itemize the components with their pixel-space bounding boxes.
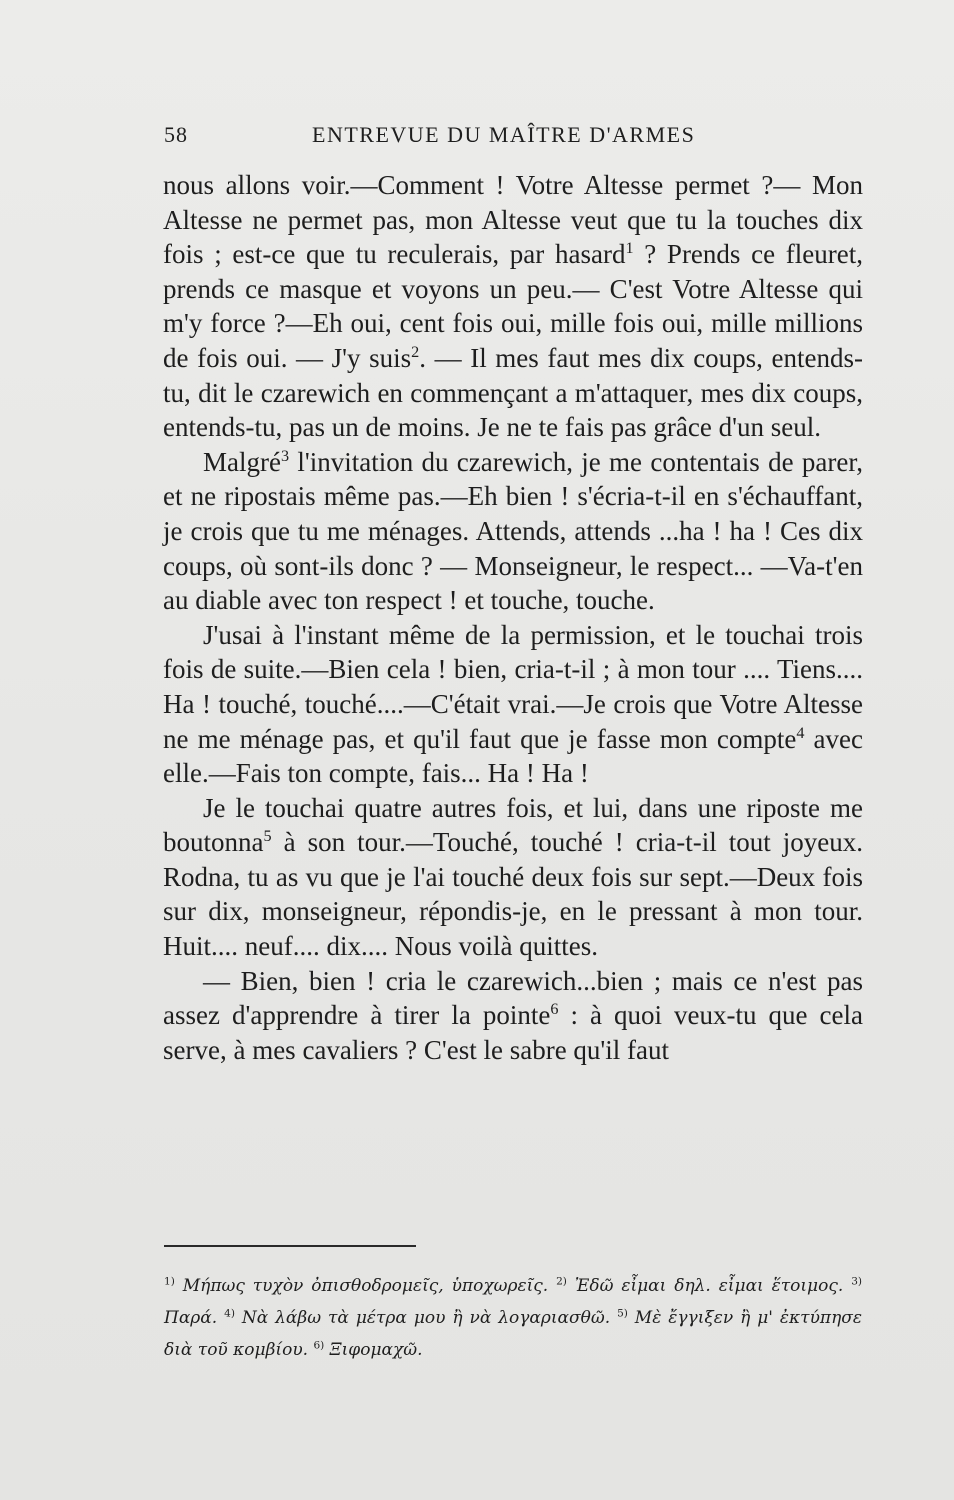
footnote-text: Νὰ λάβω τὰ μέτρα μου ἢ νὰ λογαριασθῶ. (234, 1308, 618, 1328)
paragraph (163, 445, 863, 618)
footnote-reference: 6 (550, 1000, 559, 1019)
running-title: ENTREVUE DU MAÎTRE D'ARMES (312, 122, 696, 147)
footnote (164, 1276, 556, 1296)
body-text (163, 168, 863, 1067)
text-run: — Bien, bien ! cria le czarewich...bien ; mais ce n'est pas assez d'apprendre à tirer la pointe (163, 965, 863, 1031)
footnote-mark: 2) (556, 1275, 567, 1288)
footnote-mark: 3) (851, 1275, 862, 1288)
text-run: . — Il mes faut mes dix coups, entends-tu, dit le czarewich en commençant a m'attaquer, mes dix coups, entends-tu, pas un de moins. Je ne te fais pas grâce d'un seul. (163, 342, 864, 443)
text-run: J'usai à l'instant même de la permission, et le touchai trois fois de suite.—Bien cela ! bien, cria-t-il ; à mon tour .... Tiens.... Ha ! touché, touché....—C'était vrai.—Je crois que Votre Altesse ne me ménage pas, et qu'il faut que je fasse mon compte (163, 619, 863, 754)
footnote-text: Παρά. (164, 1308, 225, 1328)
footnote-reference: 4 (796, 723, 805, 742)
footnote-reference: 2 (411, 342, 420, 361)
footnote-text: Ἐδῶ εἶμαι δηλ. εἶμαι ἕτοιμος. (566, 1276, 852, 1296)
page-number: 58 (164, 122, 188, 147)
paragraph (163, 964, 863, 1068)
text-run: Malgré (203, 446, 281, 477)
text-run: ? Prends ce fleuret, prends ce masque et voyons un peu.— C'est Votre Altesse qui m'y force ?—Eh oui, cent fois oui, mille fois oui, mille millions de fois oui. — J'y suis (163, 239, 863, 373)
text-run: : à quoi veux-tu que cela serve, à mes cavaliers ? C'est le sabre qu'il faut (163, 1000, 863, 1065)
text-run: à son tour.—Touché, touché ! cria-t-il tout joyeux. Rodna, tu as vu que je l'ai touché deux fois sur sept.—Deux fois sur dix, monseigneur, répondis-je, en le pressant à mon tour. Huit.... neuf.... dix.... Nous voilà quittes. (163, 827, 863, 962)
paragraph (163, 791, 863, 964)
footnote (313, 1340, 422, 1360)
footnote (224, 1308, 617, 1328)
text-run: Je le touchai quatre autres fois, et lui, dans une riposte me boutonna (163, 792, 863, 858)
footnote-mark: 6) (313, 1339, 325, 1352)
footnote-text: Μὲ ἔγγιξεν ἢ μ' ἐκτύπησε διὰ τοῦ κομβίου. (164, 1308, 862, 1360)
footnote-reference: 3 (280, 446, 290, 465)
footnote-reference: 5 (263, 827, 272, 846)
footnote-mark: 1) (164, 1275, 175, 1288)
footnote-divider (164, 1245, 416, 1247)
footnote-mark: 5) (617, 1307, 628, 1320)
footnotes (164, 1270, 862, 1366)
paragraph (163, 168, 863, 445)
text-run: l'invitation du czarewich, je me contentais de parer, et ne ripostais même pas.—Eh bien ! s'écria-t-il en s'échauffant, je crois que tu me ménages. Attends, attends ...ha ! ha ! Ces dix coups, où sont-ils donc ? — Monseigneur, le respect... —Va-t'en au diable avec ton respect ! et touche, touche. (163, 446, 863, 616)
footnote-mark: 4) (224, 1307, 235, 1320)
footnote-reference: 1 (625, 239, 634, 258)
paragraph (163, 618, 863, 791)
page-header (164, 118, 864, 152)
footnote-text: Ξιφομαχῶ. (324, 1340, 423, 1360)
text-run: avec elle.—Fais ton compte, fais... Ha ! Ha ! (163, 723, 863, 789)
text-run: nous allons voir.—Comment ! Votre Altesse permet ?— Mon Altesse ne permet pas, mon Altesse veut que tu la touches dix fois ; est-ce que tu reculerais, par hasard (163, 170, 863, 270)
footnote (556, 1276, 851, 1296)
footnote-text: Μήπως τυχὸν ὀπισθοδρομεῖς, ὑποχωρεῖς. (174, 1276, 557, 1296)
